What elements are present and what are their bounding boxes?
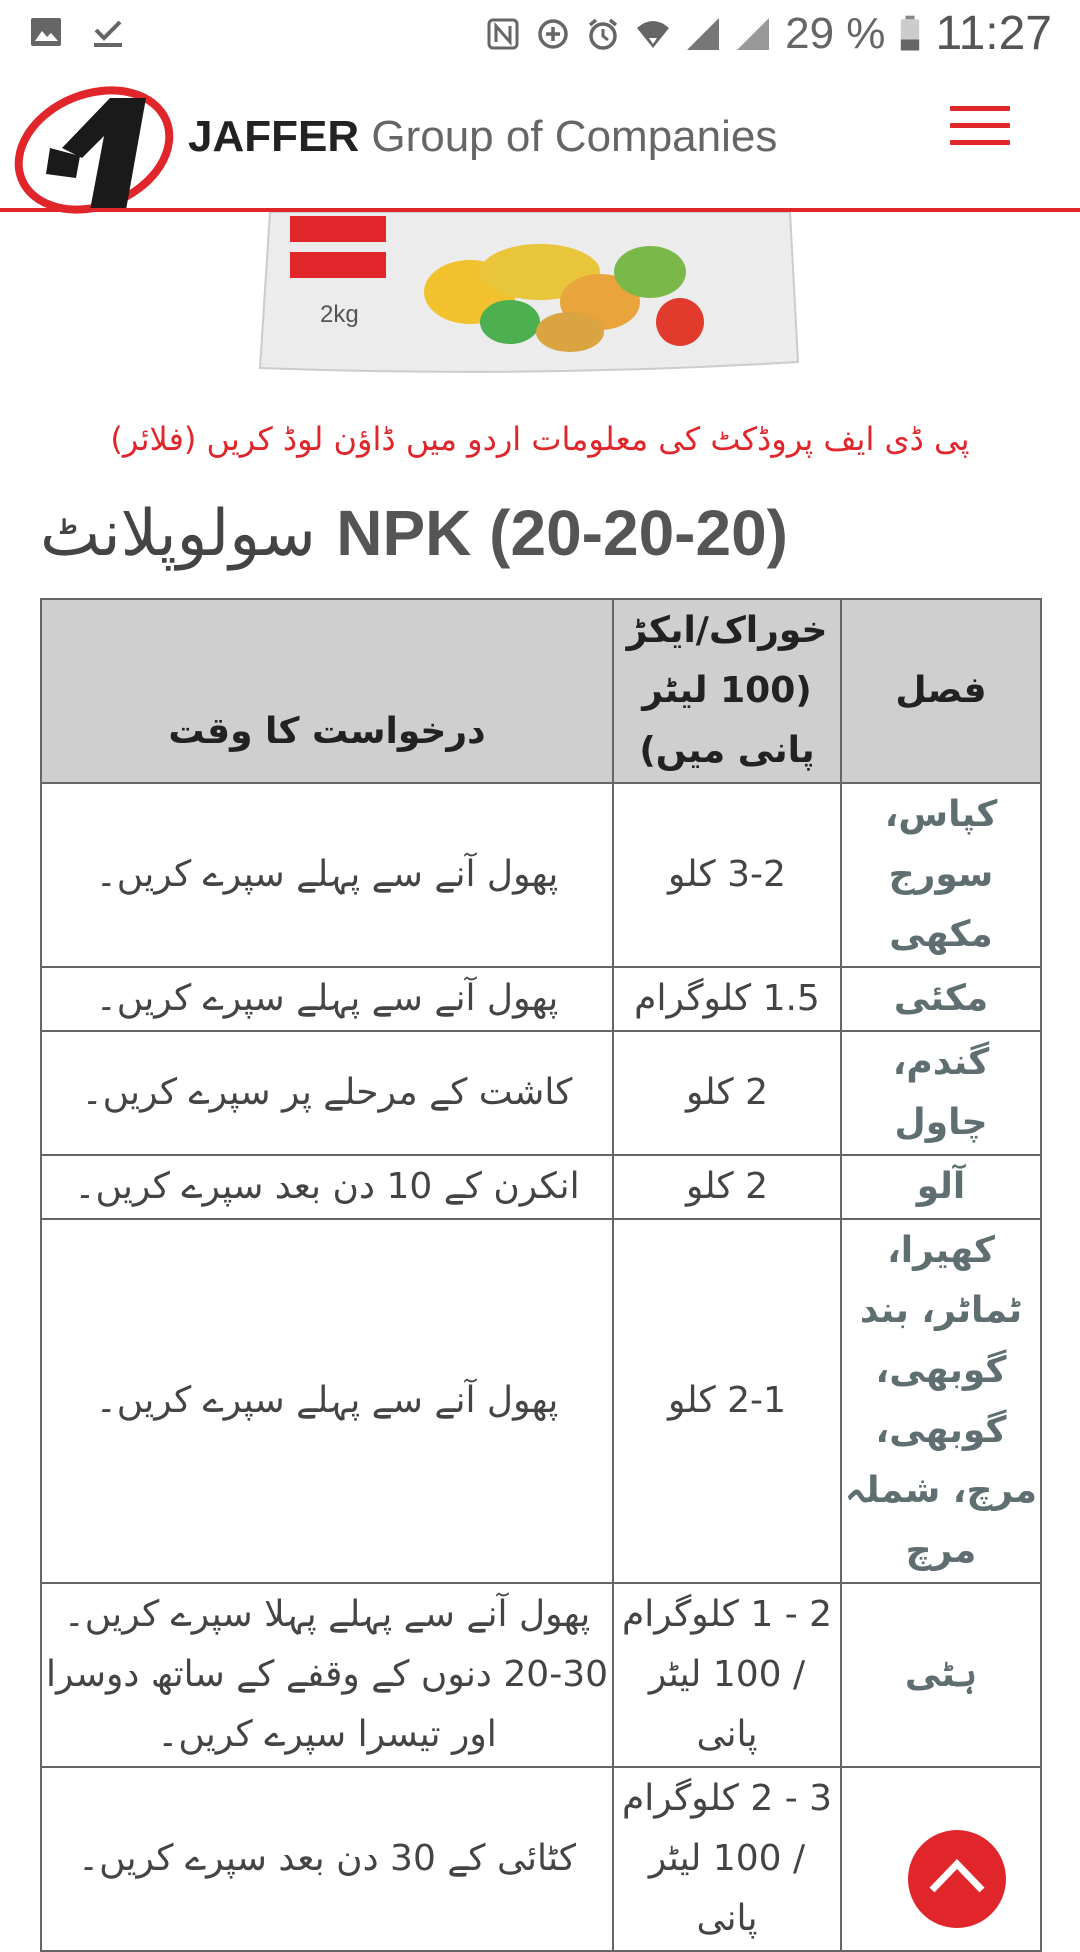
- signal-icon: [685, 16, 721, 52]
- menu-bar-icon: [950, 140, 1010, 145]
- time-cell: کاشت کے مرحلے پر سپرے کریں۔: [41, 1031, 613, 1155]
- menu-bar-icon: [950, 106, 1010, 111]
- data-saver-icon: [535, 16, 571, 52]
- battery-icon: [899, 15, 921, 53]
- bag-weight-label: 2kg: [320, 301, 359, 328]
- brand-name: [188, 112, 777, 162]
- title-npk: NPK (20-20-20): [336, 497, 788, 569]
- time-cell: پھول آنے سے پہلے پہلا سپرے کریں۔ 30-20 دنوں کے وقفے کے ساتھ دوسرا اور تیسرا سپرے کریں۔: [41, 1583, 613, 1767]
- table-row: [41, 1155, 1041, 1219]
- time-cell: پھول آنے سے پہلے سپرے کریں۔: [41, 1219, 613, 1583]
- crop-cell: گندم، چاول: [841, 1031, 1041, 1155]
- table-row: [41, 1767, 1041, 1951]
- brand-name-bold: JAFFER: [188, 112, 360, 161]
- dose-cell: 1.5 کلوگرام: [613, 967, 841, 1031]
- signal-icon-2: [735, 16, 771, 52]
- alarm-icon: [585, 16, 621, 52]
- check-download-icon: [90, 14, 126, 50]
- page-title: [40, 496, 1040, 571]
- table-row: [41, 783, 1041, 967]
- dose-cell: 3 - 2 کلوگرام / 100 لیٹر پانی: [613, 1767, 841, 1951]
- product-bag-image: [250, 212, 810, 380]
- table-row: [41, 967, 1041, 1031]
- time-cell: کٹائی کے 30 دن بعد سپرے کریں۔: [41, 1767, 613, 1951]
- time-cell: انکرن کے 10 دن بعد سپرے کریں۔: [41, 1155, 613, 1219]
- crop-cell: آلو: [841, 1155, 1041, 1219]
- pdf-download-link[interactable]: پی ڈی ایف پروڈکٹ کی معلومات اردو میں ڈاؤن لوڈ کریں (فلائر): [110, 420, 970, 458]
- clock: 11:27: [935, 7, 1052, 60]
- wifi-icon: [635, 16, 671, 52]
- dosage-table-wrapper: [40, 598, 1040, 1952]
- jaffer-logo[interactable]: [10, 78, 180, 228]
- dose-cell: 2-1 کلو: [613, 1219, 841, 1583]
- crop-cell: کھیرا، ٹماٹر، بند گوبھی، گوبھی، مرچ، شملہ مرچ: [841, 1219, 1041, 1583]
- menu-bar-icon: [950, 123, 1010, 128]
- status-bar: [0, 0, 1080, 68]
- brand-suffix: Group of Companies: [371, 112, 778, 161]
- table-row: [41, 1031, 1041, 1155]
- scroll-to-top-button[interactable]: [908, 1830, 1006, 1928]
- nfc-icon: [485, 16, 521, 52]
- time-cell: پھول آنے سے پہلے سپرے کریں۔: [41, 967, 613, 1031]
- image-notification-icon: [28, 14, 64, 50]
- dose-cell: 2 کلو: [613, 1155, 841, 1219]
- crop-cell: مکئی: [841, 967, 1041, 1031]
- crop-cell: ہٹی: [841, 1583, 1041, 1767]
- dose-cell: 3-2 کلو: [613, 783, 841, 967]
- time-cell: پھول آنے سے پہلے سپرے کریں۔: [41, 783, 613, 967]
- table-row: [41, 1583, 1041, 1767]
- header-crop: فصل: [841, 599, 1041, 783]
- dose-cell: 2 کلو: [613, 1031, 841, 1155]
- chevron-up-icon: [908, 1830, 1006, 1928]
- header-time: درخواست کا وقت: [41, 599, 613, 783]
- title-urdu: سولوپلانٹ: [40, 497, 316, 571]
- header-dose: خوراک/ایکڑ (100 لیٹر پانی میں): [613, 599, 841, 783]
- hamburger-menu-button[interactable]: [950, 106, 1010, 150]
- dose-cell: 2 - 1 کلوگرام / 100 لیٹر پانی: [613, 1583, 841, 1767]
- dosage-table: [40, 598, 1042, 1952]
- table-row: [41, 1219, 1041, 1583]
- crop-cell: کپاس، سورج مکھی: [841, 783, 1041, 967]
- battery-percent: 29 %: [785, 8, 886, 58]
- table-header-row: [41, 599, 1041, 783]
